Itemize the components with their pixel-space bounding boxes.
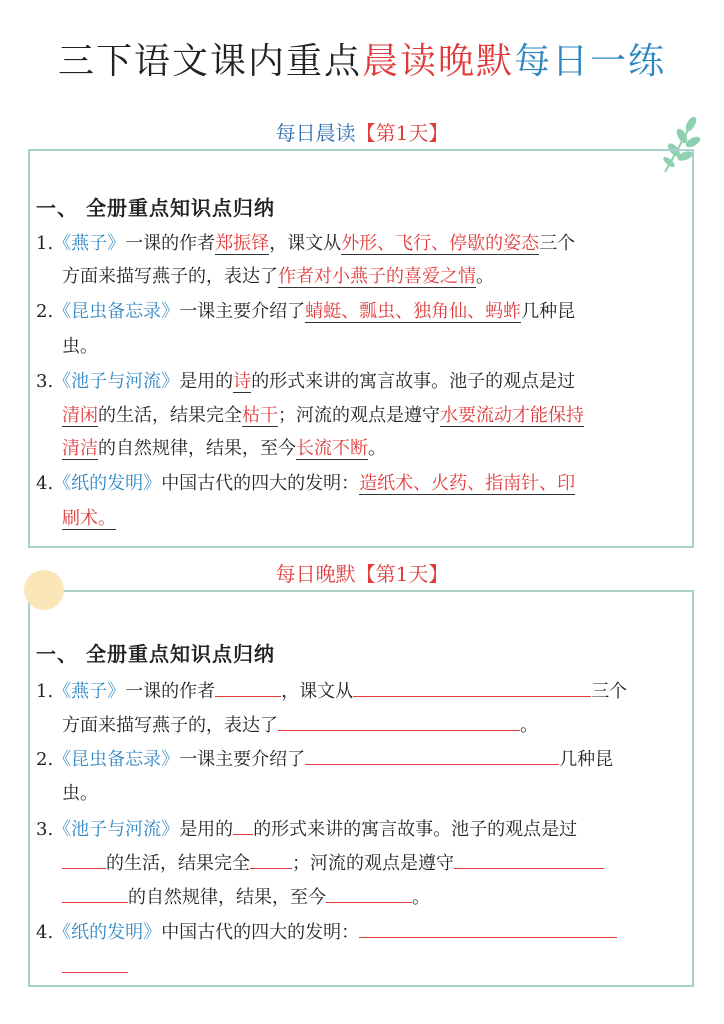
evening-item-1-line-1 [36,678,688,705]
morning-item-1-line-1 [36,231,688,257]
morning-item-3-line-2 [62,403,714,429]
answer-blank[interactable] [454,850,604,869]
item-text: 虫。 [62,336,98,357]
evening-item-3-line-1 [36,816,688,843]
title-part-2: 晨读晚默 [361,41,514,82]
answer-text: 造纸术、火药、指南针、印 [359,473,576,494]
item-text: ；河流的观点是遵守 [292,853,454,874]
answer-blank[interactable] [62,884,128,903]
evening-title-text: 每日晚默 [275,562,356,586]
book-title: 《昆虫备忘录》 [53,749,180,770]
answer-text: 刷术。 [62,508,116,529]
answer-text: 清闲 [62,405,98,426]
morning-title-text: 每日晨读 [275,121,356,145]
item-text: 中国古代的四大的发明： [161,922,360,943]
item-text: ；河流的观点是遵守 [278,405,440,426]
evening-item-4-line-1 [36,919,688,946]
item-text: 一课主要介绍了 [179,749,306,770]
item-text: 三个 [591,681,628,702]
answer-blank[interactable] [215,678,281,697]
item-number: 2. [36,749,54,770]
item-text: 的形式来讲的寓言故事。池子的观点是过 [251,371,576,392]
item-text: ，课文从 [269,233,342,254]
morning-item-4-line-1 [36,471,688,497]
book-title: 《昆虫备忘录》 [53,301,180,322]
item-number: 4. [36,473,54,494]
item-number: 3. [36,371,54,392]
answer-text: 长流不断 [296,438,368,459]
title-part-1: 三下语文课内重点 [57,41,362,82]
evening-item-3-line-3 [62,884,714,911]
item-text: 。 [476,266,494,287]
answer-blank[interactable] [353,678,591,697]
item-text: 的形式来讲的寓言故事。池子的观点是过 [253,819,578,840]
answer-text: 作者对小燕子的喜爱之情 [278,266,476,287]
morning-item-4-line-2 [62,506,714,532]
answer-blank[interactable] [326,884,412,903]
item-number: 4. [36,922,54,943]
book-title: 《池子与河流》 [53,371,180,392]
item-text: 是用的 [179,371,234,392]
item-text: 的生活，结果完全 [106,853,250,874]
answer-text: 清洁 [62,438,98,459]
answer-text: 蜻蜓、瓢虫、独角仙、蚂蚱 [305,301,522,322]
item-text: 是用的 [179,819,234,840]
morning-item-3-line-3 [62,436,714,462]
item-number: 1. [36,681,54,702]
evening-item-1-line-2 [62,712,714,739]
answer-blank[interactable] [305,746,559,765]
answer-text: 外形、飞行、停歇的姿态 [341,233,540,254]
item-text: 。 [412,887,430,908]
item-text: 。 [368,438,386,459]
item-number: 2. [36,301,54,322]
yellow-circle-icon [24,570,64,610]
book-title: 《池子与河流》 [53,819,180,840]
item-text: 几种昆 [521,301,576,322]
item-text: 几种昆 [559,749,614,770]
item-text: 中国古代的四大的发明： [161,473,360,494]
answer-blank[interactable] [359,919,617,938]
answer-blank[interactable] [250,850,292,869]
morning-heading: 一、 全册重点知识点归纳 [36,196,275,220]
answer-blank[interactable] [233,816,253,835]
item-text: 的自然规律，结果，至今 [98,438,296,459]
answer-text: 郑振铎 [215,233,270,254]
evening-item-3-line-2 [62,850,714,877]
item-text: 的自然规律，结果，至今 [128,887,326,908]
item-number: 1. [36,233,54,254]
answer-blank[interactable] [62,850,106,869]
morning-item-1-line-2 [62,264,714,290]
item-text: 的生活，结果完全 [98,405,242,426]
item-text: 。 [520,715,538,736]
morning-day-label: 【第1天】 [355,121,449,145]
book-title: 《纸的发明》 [53,473,162,494]
morning-item-2-line-2 [62,334,714,360]
page-title [0,38,724,86]
item-text: 方面来描写燕子的，表达了 [62,715,278,736]
item-text: 虫。 [62,783,98,804]
answer-text: 枯干 [242,405,278,426]
item-text: 一课主要介绍了 [179,301,306,322]
morning-section-title [0,120,724,146]
item-text: 一课的作者 [125,681,216,702]
evening-heading: 一、 全册重点知识点归纳 [36,642,275,666]
answer-blank[interactable] [62,954,128,973]
book-title: 《燕子》 [53,681,126,702]
item-text: 一课的作者 [125,233,216,254]
evening-day-label: 【第1天】 [355,562,449,586]
answer-blank[interactable] [278,712,520,731]
evening-item-2-line-2 [62,781,714,807]
item-text: ，课文从 [281,681,354,702]
item-number: 3. [36,819,54,840]
morning-item-2-line-1 [36,299,688,325]
answer-text: 诗 [233,371,252,392]
title-part-3: 每日一练 [514,41,667,82]
book-title: 《纸的发明》 [53,922,162,943]
book-title: 《燕子》 [53,233,126,254]
evening-section-title [0,561,724,587]
evening-item-4-line-2 [62,954,714,981]
evening-item-2-line-1 [36,746,688,773]
item-text: 三个 [539,233,576,254]
item-text: 方面来描写燕子的，表达了 [62,266,278,287]
answer-text: 水要流动才能保持 [440,405,584,426]
morning-item-3-line-1 [36,369,688,395]
